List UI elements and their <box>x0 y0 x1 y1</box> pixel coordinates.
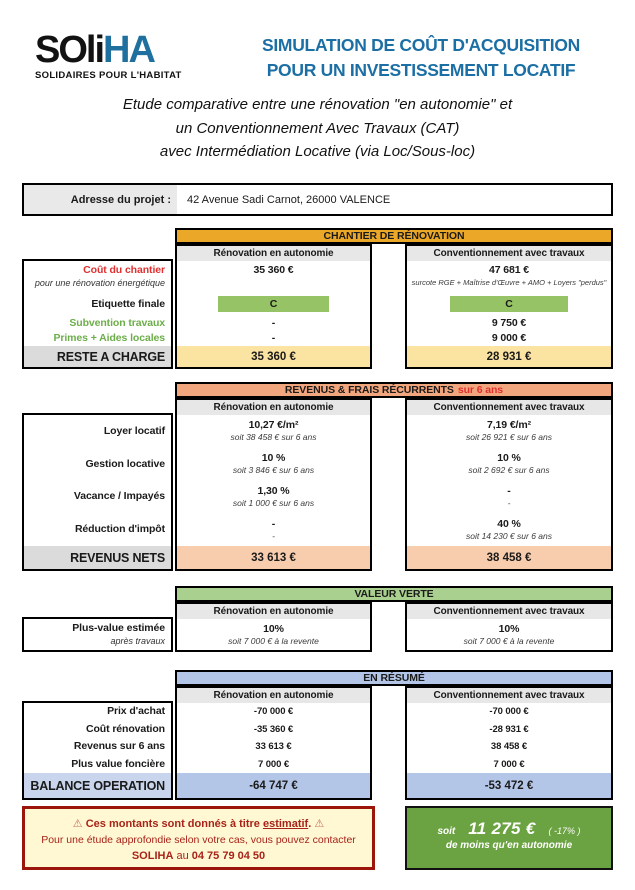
table-row <box>177 293 370 315</box>
column-header-conventionnement: Conventionnement avec travaux <box>407 604 611 619</box>
cell-value: 10 % <box>261 452 286 465</box>
label-subvention: Subvention travaux <box>69 316 165 329</box>
row-label <box>24 261 171 293</box>
label-revenus-nets: REVENUS NETS <box>24 546 171 569</box>
total-reste-a-charge: 35 360 € <box>177 346 370 367</box>
column-header-autonomie: Rénovation en autonomie <box>177 400 370 415</box>
label-revenus-6ans: Revenus sur 6 ans <box>73 740 165 753</box>
valeur-col-autonomie <box>175 602 372 652</box>
total-revenus-nets: 33 613 € <box>177 546 370 569</box>
section-resume <box>22 670 613 800</box>
row-label <box>24 756 171 774</box>
cell-value: - <box>271 332 276 344</box>
section-resume-title: EN RÉSUMÉ <box>363 672 425 684</box>
cell-value: 1,30 % <box>257 484 290 497</box>
column-header-autonomie: Rénovation en autonomie <box>177 604 370 619</box>
page-subtitle <box>0 93 635 164</box>
label-plus-value-fonciere: Plus value foncière <box>71 757 165 770</box>
cell-subtext: surcote RGE + Maîtrise d'Œuvre + AMO + Loyers "perdus" <box>411 278 607 287</box>
section-valeur-verte-header <box>175 586 613 602</box>
section-valeur-verte-title: VALEUR VERTE <box>354 588 434 600</box>
section-revenus <box>22 382 613 571</box>
disclaimer-soliha: SOLIHA <box>131 850 174 862</box>
table-row <box>407 293 611 315</box>
etiquette-badge: C <box>218 296 330 312</box>
row-label <box>24 481 171 514</box>
page-title-line1: SIMULATION DE COÛT D'ACQUISITION <box>262 35 580 55</box>
cell-subtext: soit 3 846 € sur 6 ans <box>232 465 315 476</box>
cell-value: 9 000 € <box>491 332 527 344</box>
label-balance-operation: BALANCE OPERATION <box>24 773 171 798</box>
revenus-label-column <box>22 413 173 571</box>
label-gestion: Gestion locative <box>85 457 165 470</box>
label-reste-a-charge: RESTE A CHARGE <box>24 346 171 367</box>
savings-prefix: soit <box>437 826 456 837</box>
total-reste-a-charge: 28 931 € <box>407 346 611 367</box>
column-header-conventionnement: Conventionnement avec travaux <box>407 246 611 261</box>
chantier-col-autonomie <box>175 244 372 369</box>
table-row <box>177 415 370 448</box>
label-cout-chantier-sub: pour une rénovation énergétique <box>34 278 165 288</box>
warning-icon: ⚠ <box>314 818 325 830</box>
cell-subtext: soit 7 000 € à la revente <box>463 635 555 646</box>
etiquette-badge: C <box>450 296 568 312</box>
cell-value: 7 000 € <box>493 758 525 770</box>
table-row <box>407 619 611 650</box>
table-row <box>407 703 611 721</box>
total-revenus-nets: 38 458 € <box>407 546 611 569</box>
disclaimer-line1 <box>25 816 372 832</box>
cell-value: - <box>507 484 511 497</box>
cell-value: 7 000 € <box>258 758 289 770</box>
resume-label-column <box>22 701 173 800</box>
section-chantier <box>22 228 613 369</box>
table-row <box>407 481 611 514</box>
row-label <box>24 293 171 315</box>
column-header-autonomie: Rénovation en autonomie <box>177 688 370 703</box>
cell-subtext: soit 14 230 € sur 6 ans <box>465 530 552 541</box>
page-title <box>225 33 617 83</box>
cell-value: 10 % <box>497 452 521 465</box>
row-label <box>24 331 171 346</box>
column-header-conventionnement: Conventionnement avec travaux <box>407 400 611 415</box>
cell-value: -70 000 € <box>489 706 529 718</box>
row-label <box>24 315 171 331</box>
label-reduction-impot: Réduction d'impôt <box>74 523 165 536</box>
logo-text-blue: HA <box>103 29 154 71</box>
revenus-col-autonomie <box>175 398 372 571</box>
cell-subtext: soit 26 921 € sur 6 ans <box>465 432 552 443</box>
resume-col-autonomie <box>175 686 372 800</box>
section-revenus-suffix: sur 6 ans <box>457 384 504 396</box>
cell-value: 33 613 € <box>255 741 292 753</box>
row-label <box>24 415 171 448</box>
label-prix-achat: Prix d'achat <box>107 705 165 718</box>
disclaimer-au: au <box>173 850 192 862</box>
row-label <box>24 721 171 739</box>
section-chantier-header <box>175 228 613 244</box>
savings-line1 <box>407 819 611 839</box>
cell-subtext: soit 1 000 € sur 6 ans <box>232 497 315 508</box>
valeur-label-column <box>22 617 173 652</box>
label-loyer: Loyer locatif <box>103 424 165 437</box>
table-row <box>407 315 611 331</box>
table-row <box>177 481 370 514</box>
table-row <box>407 756 611 774</box>
column-header-autonomie: Rénovation en autonomie <box>177 246 370 261</box>
table-row <box>177 513 370 546</box>
disclaimer-box <box>22 806 375 870</box>
savings-percent: ( -17% ) <box>548 826 581 836</box>
address-label: Adresse du projet : <box>24 185 177 214</box>
address-value: 42 Avenue Sadi Carnot, 26000 VALENCE <box>187 193 391 206</box>
cell-value: 9 750 € <box>491 316 527 329</box>
table-row <box>177 261 370 293</box>
cell-value: - <box>271 316 276 329</box>
cell-subtext: - <box>507 497 511 508</box>
cell-value: 10,27 €/m² <box>248 419 299 432</box>
disclaimer-estimatif: estimatif <box>262 818 309 830</box>
label-cout-chantier: Coût du chantier <box>83 264 165 276</box>
cell-value: -28 931 € <box>489 723 529 735</box>
row-label <box>24 738 171 756</box>
table-row <box>407 448 611 481</box>
column-header-conventionnement: Conventionnement avec travaux <box>407 688 611 703</box>
table-row <box>407 415 611 448</box>
row-label <box>24 513 171 546</box>
row-label <box>24 448 171 481</box>
cell-value: 47 681 € <box>488 264 530 276</box>
cell-subtext: soit 38 458 € sur 6 ans <box>230 432 317 443</box>
disclaimer-line1-text: Ces montants sont donnés à titre <box>85 818 263 830</box>
savings-caption: de moins qu'en autonomie <box>445 840 573 851</box>
table-row <box>177 703 370 721</box>
table-row <box>177 619 370 650</box>
chantier-col-conventionnement <box>405 244 613 369</box>
label-etiquette: Etiquette finale <box>91 297 165 310</box>
page-title-line2: POUR UN INVESTISSEMENT LOCATIF <box>266 60 576 80</box>
revenus-col-conventionnement <box>405 398 613 571</box>
cell-value: -70 000 € <box>253 706 294 718</box>
table-row <box>407 261 611 293</box>
cell-value: - <box>271 517 276 530</box>
chantier-label-column <box>22 259 173 369</box>
subtitle-line1: Etude comparative entre une rénovation "en autonomie" et <box>122 96 513 113</box>
label-vacance: Vacance / Impayés <box>73 490 165 503</box>
total-balance-operation: -64 747 € <box>177 773 370 798</box>
soliha-logo <box>35 30 182 81</box>
valeur-col-conventionnement <box>405 602 613 652</box>
section-revenus-title: REVENUS & FRAIS RÉCURRENTS <box>284 384 454 396</box>
subtitle-line2: un Conventionnement Avec Travaux (CAT) <box>175 119 460 137</box>
table-row <box>177 738 370 756</box>
cell-value: 35 360 € <box>253 264 294 276</box>
section-resume-header <box>175 670 613 686</box>
savings-amount: 11 275 € <box>468 819 536 838</box>
cell-value: 40 % <box>497 517 521 530</box>
table-row <box>407 513 611 546</box>
table-row <box>177 448 370 481</box>
section-revenus-header <box>175 382 613 398</box>
total-balance-operation: -53 472 € <box>407 773 611 798</box>
disclaimer-line3 <box>25 848 372 864</box>
row-label <box>24 703 171 721</box>
label-plus-value-sub: après travaux <box>110 636 165 646</box>
label-primes: Primes + Aides locales <box>53 332 165 344</box>
cell-value: 10% <box>263 622 284 635</box>
disclaimer-phone: 04 75 79 04 50 <box>191 850 266 862</box>
section-valeur-verte <box>22 586 613 652</box>
logo-text-black: SOli <box>35 29 104 71</box>
table-row <box>177 721 370 739</box>
disclaimer-line2: Pour une étude approfondie selon votre cas, vous pouvez contacter <box>41 834 356 846</box>
table-row <box>407 331 611 346</box>
resume-col-conventionnement <box>405 686 613 800</box>
savings-box <box>405 806 613 870</box>
table-row <box>177 315 370 331</box>
table-row <box>177 331 370 346</box>
cell-value: 7,19 €/m² <box>486 419 532 432</box>
logo-wordmark <box>35 30 182 70</box>
label-plus-value: Plus-value estimée <box>72 622 165 634</box>
warning-icon: ⚠ <box>72 818 83 830</box>
subtitle-line3: avec Intermédiation Locative (via Loc/Sous-loc) <box>159 143 476 160</box>
table-row <box>407 738 611 756</box>
cell-subtext: - <box>272 530 275 541</box>
table-row <box>177 756 370 774</box>
cell-value: 10% <box>498 622 520 635</box>
label-cout-renovation: Coût rénovation <box>86 722 165 735</box>
logo-tagline: SOLIDAIRES POUR L'HABITAT <box>35 70 182 81</box>
project-address-bar <box>22 183 613 216</box>
cell-value: 38 458 € <box>490 741 528 753</box>
table-row <box>407 721 611 739</box>
cell-subtext: soit 2 692 € sur 6 ans <box>468 465 550 476</box>
row-label <box>24 619 171 650</box>
cell-subtext: soit 7 000 € à la revente <box>228 635 319 646</box>
cell-value: -35 360 € <box>253 723 294 735</box>
disclaimer-line1-period: . <box>308 818 312 830</box>
section-chantier-title: CHANTIER DE RÉNOVATION <box>323 230 465 242</box>
